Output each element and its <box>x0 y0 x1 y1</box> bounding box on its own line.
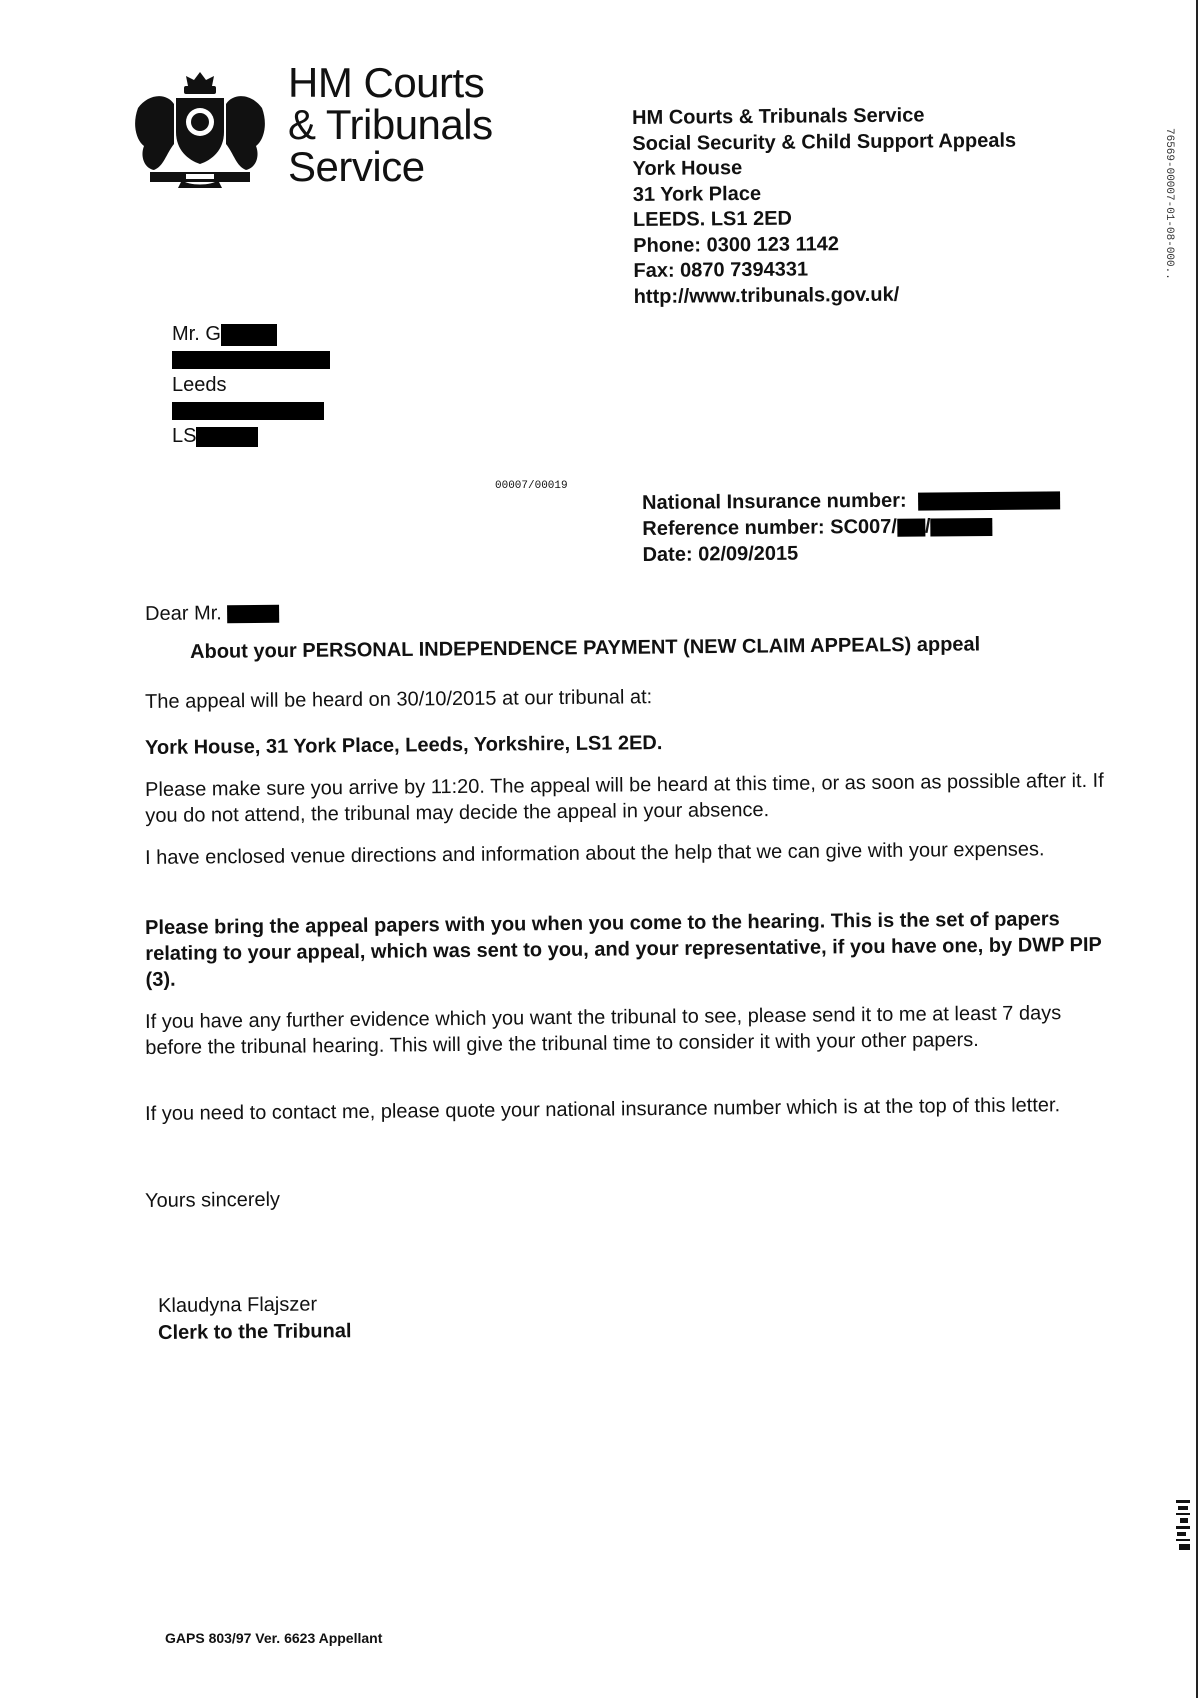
sender-line: Social Security & Child Support Appeals <box>632 129 1017 155</box>
closing: Yours sincerely <box>145 1188 281 1212</box>
venue-address: York House, 31 York Place, Leeds, Yorkshire, LS1 2ED. <box>145 732 663 759</box>
reference-number-label: Reference number: <box>642 516 825 540</box>
royal-crest-icon <box>130 68 270 192</box>
recipient-address-block <box>172 322 330 450</box>
redaction-bar <box>227 604 279 622</box>
sender-address-block <box>632 103 1018 310</box>
further-evidence-paragraph: If you have any further evidence which you want the tribunal to see, please send it to me at least 7 days before the tribunal hearing. This will give the tribunal time to consider it with your other papers. <box>145 1002 1062 1059</box>
signer-name: Klaudyna Flajszer <box>158 1293 318 1317</box>
date-value: 02/09/2015 <box>698 542 799 566</box>
reference-number-prefix: SC007/ <box>830 515 897 539</box>
redaction-bar <box>221 324 277 346</box>
recipient-postcode-prefix: LS <box>172 425 197 447</box>
ni-number-label: National Insurance number: <box>642 489 907 514</box>
scan-barcode-icon <box>1176 1500 1190 1550</box>
redaction-bar <box>196 427 258 447</box>
sender-fax: Fax: 0870 7394331 <box>633 258 809 282</box>
redaction-bar <box>897 518 925 536</box>
sender-phone: Phone: 0300 123 1142 <box>633 232 840 257</box>
page-edge-rule <box>1196 0 1198 1698</box>
logo-line: HM Courts <box>288 59 485 106</box>
hmcts-logo-text <box>288 59 493 190</box>
batch-code: 00007/00019 <box>495 480 568 492</box>
recipient-name-prefix: Mr. G <box>172 323 221 345</box>
redaction-bar <box>172 402 324 420</box>
date-line <box>642 538 1060 568</box>
sender-line: LEEDS. LS1 2ED <box>632 207 793 231</box>
redaction-bar <box>918 491 1060 510</box>
enclosures-paragraph: I have enclosed venue directions and information about the help that we can give with your expenses. <box>145 838 1045 869</box>
salutation <box>145 592 1115 627</box>
side-scan-code: 76569-00007-01-08-000.. <box>1163 128 1175 280</box>
logo-line: Service <box>288 143 425 190</box>
reference-number-line <box>642 512 1060 542</box>
contact-paragraph: If you need to contact me, please quote your national insurance number which is at the top of this letter. <box>145 1094 1061 1125</box>
recipient-city-line: Leeds <box>172 374 227 396</box>
hearing-date-paragraph: The appeal will be heard on 30/10/2015 at our tribunal at: <box>145 686 653 713</box>
reference-number-separator: / <box>924 515 931 538</box>
recipient-postcode-line <box>172 424 330 450</box>
signer-title: Clerk to the Tribunal <box>158 1320 352 1344</box>
redaction-bar <box>172 351 330 369</box>
date-label: Date: <box>642 543 693 566</box>
redaction-bar <box>930 518 992 537</box>
recipient-county-line <box>172 399 330 425</box>
appeal-papers-paragraph: Please bring the appeal papers with you when you come to the hearing. This is the set of papers relating to your appeal, which was sent to you, and your representative, if you have one, by DWP PIP (3). <box>145 908 1102 991</box>
letter-subject: About your PERSONAL INDEPENDENCE PAYMENT (NEW CLAIM APPEALS) appeal <box>190 633 981 663</box>
sender-line: 31 York Place <box>632 182 762 206</box>
sender-line: HM Courts & Tribunals Service <box>632 104 925 129</box>
recipient-name-line <box>172 322 330 348</box>
sender-line: York House <box>632 157 743 180</box>
logo-line: & Tribunals <box>288 101 493 148</box>
sender-website: http://www.tribunals.gov.uk/ <box>633 283 900 308</box>
ni-number-line <box>642 486 1060 516</box>
salutation-text: Dear Mr. <box>145 602 222 625</box>
reference-block <box>642 486 1061 568</box>
arrival-time-paragraph: Please make sure you arrive by 11:20. The appeal will be heard at this time, or as soon as possible after it. If you do not attend, the tribunal may decide the appeal in your absence. <box>145 769 1104 827</box>
form-reference-footer: GAPS 803/97 Ver. 6623 Appellant <box>165 1630 383 1646</box>
recipient-street-line <box>172 348 330 374</box>
